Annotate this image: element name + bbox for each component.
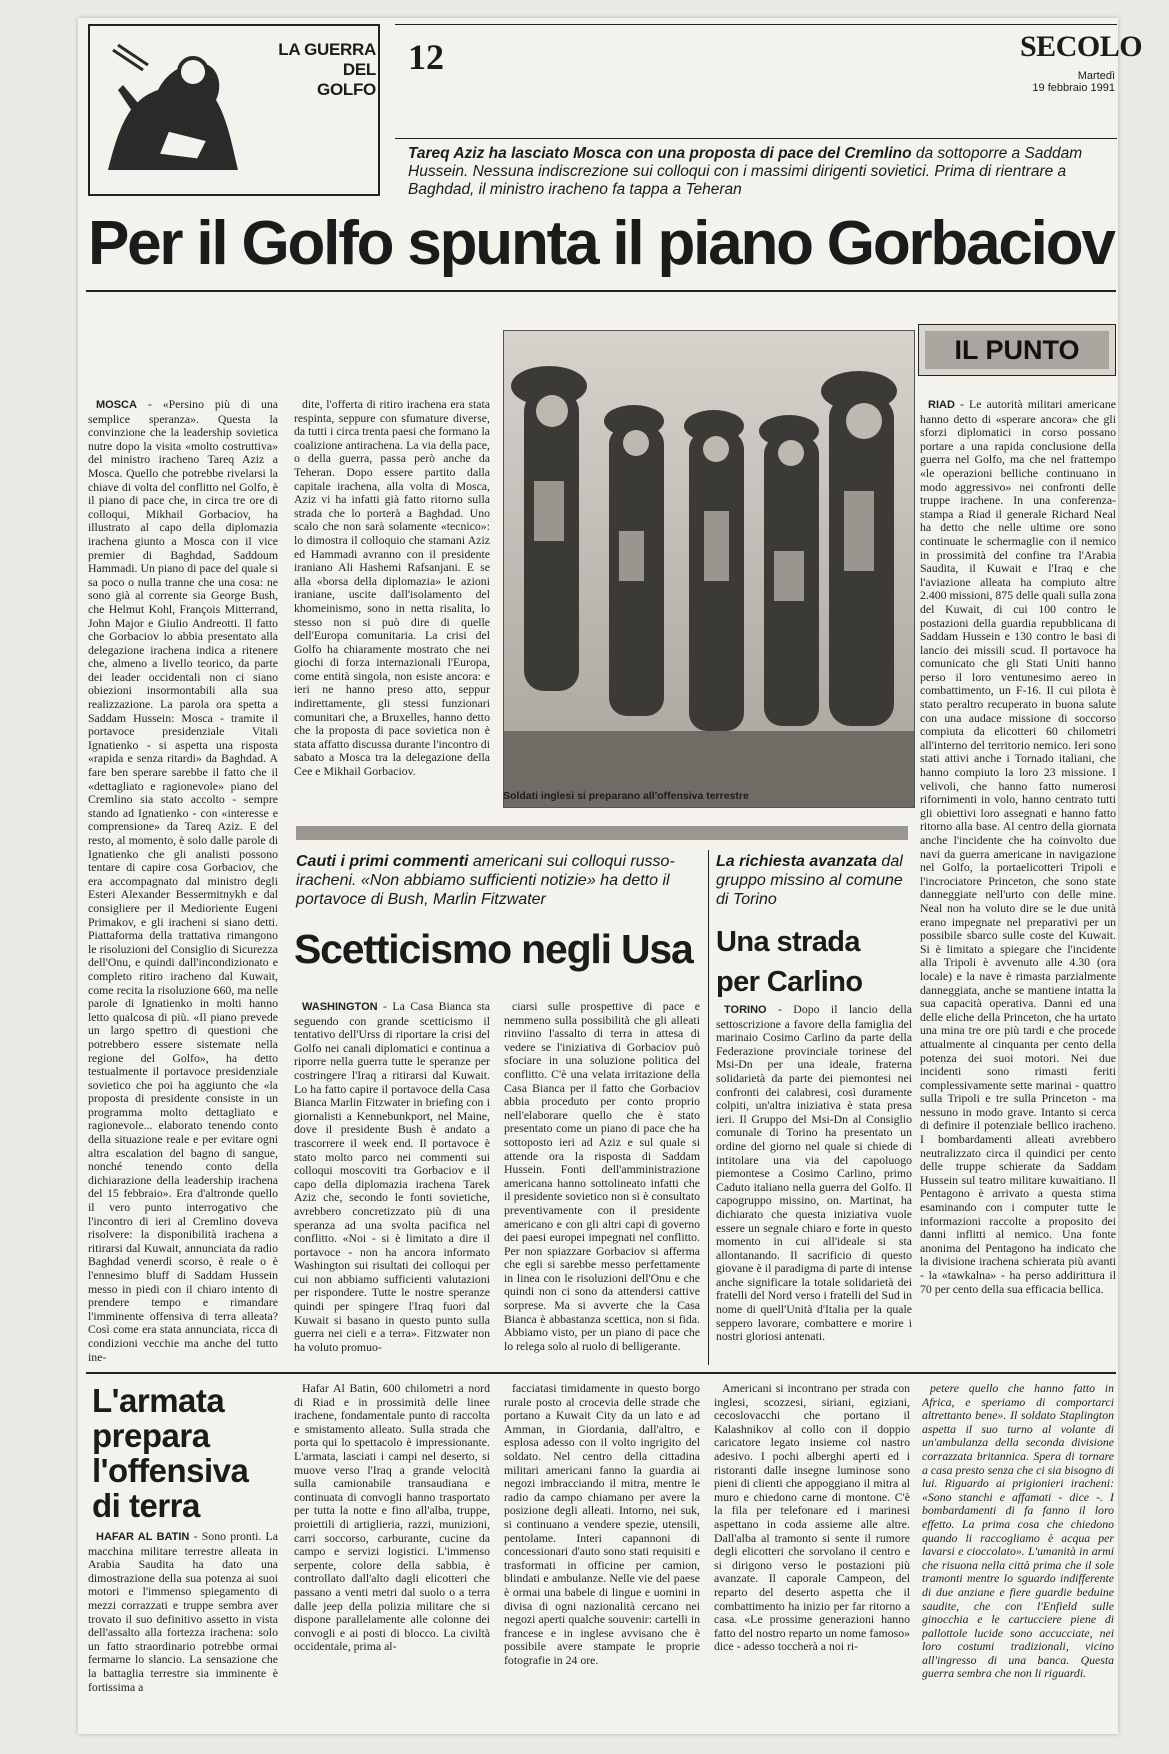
header-rule <box>395 24 1117 25</box>
date-full: 19 febbraio 1991 <box>1032 82 1115 94</box>
armata-text: facciatasi timidamente in questo borgo rurale posto al crocevia delle strade che portano a Kuwait City da un lato e ad Amman, in Giordania, dall'altro, e esplosa adesso con il volto ingrigito del soldato. Nel centro della cittadina militari americani fanno la guardia ai negozi imbracciando il mitra, mentre le radio da campo chiamano per avere la posizione degli alleati. Intorno, nei suk, si continuano a vendere spezie, utensili, pentolame. Interi capannoni di concessionari d'auto sono stati requisiti e trasformati in officine per camion, blindati e ambulanze. Nelle vie del paese è ormai una babele di lingue e uomini in divisa di ogni nazionalità cercano nei negozi aperti qualche souvenir: cartelli in francese e in inglese avvisano che è possibile avere stampate le proprie fotografie in 24 ore. <box>504 1382 700 1667</box>
soldier-illustration-icon <box>98 30 248 180</box>
scetticismo-text: ciarsi sulle prospettive di pace e nemmeno sulla possibilità che gli alleati rinviino l'assalto di terra in attesa di vedere se l'iniziativa di Gorbaciov può sfociare in una soluzione politica del conflitto. C'è una velata irritazione della Casa Bianca per il fatto che Gorbaciov abbia proceduto per conto proprio nell'elaborare quello che è stato presentato come un piano di pace che ha sottoposto ieri ad Aziz e sul quale si attende ora la risposta di Saddam Hussein. Fonti dell'amministrazione americana hanno sottolineato infatti che il presidente sovietico non si è consultato preventivamente con il presidente americano e con gli altri capi di governo dei paesi europei impegnati nel conflitto. Per non spiazzare Gorbaciov si afferma che egli si sarebbe messo perfettamente in linea con le risoluzioni dell'Onu e che quindi non ci sono da attendersi cattive sorprese. Ma si avverte che la Casa Bianca è abbastanza scettica, non si fida. Abbiamo visto, per un piano di pace che lo relega solo al ruolo di belligerante. <box>504 1000 700 1353</box>
armata-headline-line: L'armata <box>92 1382 225 1419</box>
dateline-lead: WASHINGTON <box>302 1001 378 1013</box>
scetticismo-text: - La Casa Bianca sta seguendo con grande scetticismo il tentativo dell'Urss di riportare la crisi del Golfo nei canali diplomatici e continua a riporre nella guerra tutte le speranze per costringere l'Iraq a ritirarsi dal Kuwait. Lo ha fatto capire il portavoce della Casa Bianca Marlin Fitzwater in briefing con i giornalisti a Kennebunkport, nel Maine, dove il presidente Bush è andato a trascorrere il week end. Il portavoce è stato molto parco nei commenti sui colloqui moscoviti tra Gorbaciov e il capo della diplomazia irachena Tarek Aziz che, secondo le fonti sovietiche, avrebbero concretizzato più di una speranza ad una svolta pacifica nel conflitto. «Noi - si è limitato a dire il portavoce - non ha ancora informato Washington sui risultati dei colloqui per cui non abbiamo sufficienti valutazioni per rispondere. Tutte le nostre speranze quindi per spingere l'Iraq fuori dal Kuwait si basano in questo punto sulla guerra nei cieli e a terra». Fitzwater non ha voluto promuo- <box>294 1000 490 1354</box>
dateline-lead: RIAD <box>928 399 955 411</box>
dateline-lead: HAFAR AL BATIN <box>96 1531 190 1543</box>
carlino-body: - Dopo il lancio della settoscrizione a favore della famiglia del marinaio Cosimo Carlino da parte della Federazione provinciale torinese del Msi-Dn per una ideale, fraterna solidarietà da parte dei piemontesi nei confronti dei calabresi, così duramente colpiti, un'altra iniziativa è stata presa ieri. Il Gruppo del Msi-Dn al Consiglio comunale di Torino ha presentato un ordine del giorno nel quale si chiede di intitolare una via del capoluogo piemontese a Cosimo Carlino, primo Caduto italiano nella guerra del Golfo. Il capogruppo missino, on. Martinat, ha dichiarato che questa iniziativa vuole essere un segnale chiaro e forte in questo momento in cui all'ideale si sta allontanando. Il sacrificio di questo giovane è il paradigma di parte di intense anche significare la totale solidarietà dei fratelli del Nord verso i fratelli del Sud in nome di quell'Unità d'Italia per la quale seppero lavorare, combattere e morire i nostri gloriosi antenati. <box>716 1003 912 1344</box>
summary-rest: da sottoporre a Saddam Hussein. Nessuna indiscrezione sui colloqui con i massimi dirigenti sovietici. Prima di rientrare a Baghdad, il ministro iracheno fa tappa a Teheran <box>408 145 1083 198</box>
article-summary <box>408 145 1098 199</box>
armata-col2 <box>294 1382 490 1726</box>
armata-headline <box>92 1383 287 1523</box>
masthead: SECOLO <box>1020 30 1143 63</box>
bottom-section-rule <box>86 1372 1116 1374</box>
section-label-line: LA GUERRA <box>278 40 376 59</box>
il-punto-text <box>920 398 1116 1364</box>
carlino-kicker <box>716 852 912 909</box>
soldiers-photo <box>503 330 915 808</box>
page-number: 12 <box>408 37 444 77</box>
column-rule <box>708 850 709 1365</box>
carlino-text <box>716 1003 912 1364</box>
scetticismo-col1 <box>294 1000 490 1364</box>
main-article-text: - «Persino più di una semplice speranza». Questa la convinzione che la leadership sovietica nutre dopo la visita «molto costruttiva» del ministro iracheno Tareq Aziz a Mosca. Quello che potrebbe rivelarsi la chiave di volta del conflitto nel Golfo, è il piano di pace che, in circa tre ore di colloqui, Mikhail Gorbaciov, ha illustrato al capo della diplomazia irachena giunto a Mosca con il vice premier di Baghdad, Saddoum Hammadi. Un piano di pace del quale si sa poco o nulla tranne che una cosa: ne sono già al corrente sia George Bush, che Helmut Kohl, François Mitterrand, John Major e Giulio Andreotti. Il fatto che Gorbaciov lo abbia presentato alla delegazione irachena indica a ritenere che, almeno a livello teorico, da parte dei leader occidentali non ci siano obiezioni insormontabili alla sua realizzazione. La parola ora spetta a Saddam Hussein: Mosca - tramite il portavoce presidenziale Vitali Ignatienko - si aspetta una risposta «rapida e senza ritardi» da Baghdad. A fare ben sperare sarebbe il fatto che il «dettagliato e ragionevole» piano del Cremlino sia stato accolto - sempre stando ad Ignatienko - con «interesse e comprensione» da Tareq Aziz. E del resto, al momento, è solo dalle parole di Ignatienko che gli analisti possono tentare di capire cosa Gorbaciov, che era accompagnato dal ministro degli Esteri Alexander Bessermitnykh e dal consigliere per il Medioriente Eugeni Primakov, e gli iracheni si siano detti. Piattaforma della trattativa rimangono le risoluzioni del Consiglio di Sicurezza dell'Onu, e quindi dall'incondizionato e completo ritiro iracheno dal Kuwait, come recita la risoluzione 660, ma nelle parole di Ignatienko in molti hanno letto qualcosa di più. «Il piano prevede un largo spettro di questioni che potrebbero essere sistemate nella regione del Golfo», ha detto testualmente il portavoce presidenziale sovietico che poi ha aggiunto che «la proposta di presidente consiste in un programma molto dettagliato e ragionevole... elaborato tenendo conto della situazione reale e per evitare ogni altra escalation del bagno di sangue, nonché tenendo conto della dichiarazione della leadership irachena del 15 febbraio». Era d'altronde quello il vero punto interrogativo che l'incontro di ieri al Cremlino doveva risolvere: la disponibilità irachena a ritirarsi dal Kuwait, annunciata da radio Baghdad venerdì scorso, è reale o è l'ennesimo bluff di Saddam Hussein messo in piedi con il chiaro intento di prendere tempo e rimandare l'imminente offensiva di terra alleata? Così come era stata annunciata, ricca di condizioni vecchie ma anche del tutto ine- <box>88 398 278 1364</box>
armata-text: - Sono pronti. La macchina militare terrestre alleata in Arabia Saudita ha dato una dimostrazione della sua potenza ai suoi motori e l'immenso spiegamento di mezzi corrazzati e truppe sembra aver trovato il suo definitivo assetto in vista dell'assalto alla fortezza irachena: solo un fatto straordinario potrebbe ormai fermarne lo slancio. La sensazione che la battaglia terrestre sia imminente è fortissima a <box>88 1530 278 1694</box>
summary-bold: Tareq Aziz ha lasciato Mosca con una proposta di pace del Cremlino <box>408 145 912 162</box>
kicker-bold: La richiesta avanzata <box>716 853 877 870</box>
dateline <box>1000 70 1115 94</box>
main-article-col1 <box>88 398 278 1364</box>
dateline-lead: TORINO <box>724 1004 767 1016</box>
armata-headline-line: l'offensiva <box>92 1452 249 1489</box>
main-headline: Per il Golfo spunta il piano Gorbaciov <box>88 209 1114 278</box>
armata-text: Hafar Al Batin, 600 chilometri a nord di Riad e in prossimità delle linee irachene, fondamentale punto di raccolta e smistamento alleato. Sulla strada che porta qui lo spettacolo è impressionante. L'armata, lasciati i campi nel deserto, si muove verso l'Iraq a grande velocità sulla camionabile transaudiana e continuata di convogli hanno trasportato per tutta la notte e fino all'alba, truppe, proiettili di artiglieria, razzi, munizioni, carri soccorso, carburante, cucine da campo e servizi logistici. L'immenso serpente, colore della sabbia, è controllato dall'alto dagli elicotteri che passano a venti metri dal suolo o a terra dalle jeep della polizia militare che si dispone parallelamente alle colonne dei convogli e ai posti di blocco. La civiltà occidentale, prima al- <box>294 1382 490 1654</box>
soldiers-photo-icon <box>504 331 914 807</box>
armata-col4 <box>714 1382 910 1726</box>
kicker-rest: americani sui colloqui russo-iracheni. «Non abbiamo sufficienti notizie» ha detto il portavoce di Bush, Marlin Fitzwater <box>296 853 675 908</box>
armata-col5 <box>922 1382 1114 1726</box>
dateline-lead: MOSCA <box>96 399 137 411</box>
main-article-col2 <box>294 398 490 818</box>
summary-rule <box>395 138 1117 139</box>
il-punto-box <box>918 324 1116 376</box>
kicker-rest: dal gruppo missino al comune di Torino <box>716 853 903 908</box>
armata-col1 <box>88 1530 278 1726</box>
armata-col3 <box>504 1382 700 1726</box>
armata-text: petere quello che hanno fatto in Africa, e speriamo di comportarci altrettanto bene». Il soldato Staplington aspetta il suo turno al volante di un'ambulanza della seconda divisione corrazzata britannica. Spera di tornare a casa presto senza che ci sia bisogno di lui. Riguardo ai prigionieri iracheni: «Sono stanchi e affamati - dice -. I bombardamenti di fa fanno il loro effetto. La prima cosa che chiedono quando li raccogliamo è acqua per lavarsi e cioccolato». L'umanità in armi che risuona nella città prima che il sole tramonti mentre lo sguardo indifferente di due anziane e fiere guardie beduine saudite, che con l'Enfield sulle ginocchia e le cartucciere piene di pallottole lucide sono accucciate, nei loro costumi tradizionali, vicino all'ingresso di una banca. Questa guerra sembra che non li riguardi. <box>922 1382 1114 1681</box>
armata-text: Americani si incontrano per strada con inglesi, scozzesi, siriani, egiziani, cecoslovacchi che portano il Kalashnikov al collo con il doppio caricatore legato insieme col nastro adesivo. I pochi alberghi aperti ed i ristoranti dalle insegne luminose sono pieni di clienti che appoggiano il mitra al muro e chiedono carne di montone. C'è la fila per telefonare ed i marinesi aspettano in coda assieme alle altre. Dall'alba al tramonto si sente il rumore degli elicotteri che sorvolano il centro e si dirigono verso le postazioni più avanzate. Il caporale Campeon, del reparto del deserto aspetta che il combattimento ha inizio per far ritorno a casa. «Le prossime generazioni hanno fatto del nostro reparto un nome famoso» dice - adesso toccherà a noi ri- <box>714 1382 910 1654</box>
section-label-line: DEL <box>342 60 376 79</box>
scetticismo-headline: Scetticismo negli Usa <box>294 926 693 972</box>
carlino-headline-line: per Carlino <box>716 966 863 998</box>
il-punto-body: - Le autorità militari americane hanno detto di «sperare ancora» che gli sforzi diplomatici in corso possano portare a una rapida conclusione della guerra nel Golfo, ma che nel frattempo «le operazioni belliche continuano in modo aggressivo» nei confronti delle truppe irachene. In una conferenza-stampa a Riad il generale Richard Neal ha detto che nelle ultime ore sono continuate le schermaglie con il nemico in prossimità del confine tra l'Arabia Saudita, il Kuwait e l'Iraq e che l'aviazione alleata ha compiuto altre 2.400 missioni, 875 delle quali sulla zona del Kuwait, di cui 100 contro le postazioni della guardia repubblicana di Saddam Hussein e 130 contro le basi di lancio dei missili scud. Il portavoce ha comunicato che gli Stati Uniti hanno perso il loro ventunesimo aereo in combattimento, un F-16. Il cui pilota è stato peraltro recuperato in buona salute con una audace missione di soccorso compiuta da elicotteri 60 chilometri all'interno del territorio nemico. Ieri sono stati attivi anche i Tornado italiani, che hanno compiuto la loro 23 missione. I velivoli, che hanno fatto numerosi rifornimenti in volo, hanno centrato tutti gli obiettivi loro assegnati e hanno fatto ritorno alla base. Al centro della giornata anche l'incidente che ha coinvolto due navi da guerra americane in navigazione nel Golfo, la portaelicotteri Tripoli e l'incrociatore Princeton, che sono state danneggiate nell'urto con delle mine. Neal non ha voluto dire se le due unità erano impegnate nel preparativi per un possibile sbarco sulle coste del Kuwait. Si è limitato a spiegare che l'incidente alla Tripoli è avvenuto alle 4.30 (ora locale) e la nave è rimasta parzialmente danneggiata, anche se mantiene intatta la sua capacità operativa. Danni ed una delle eliche della Princeton, che ha urtato una mina tre ore più tardi e che procede attualmente al cinquanta per cento della potenza dei suoi motori. Nei due incidenti sono rimasti feriti complessivamente sette marinai - quattro sulla Tripoli e tre sulla Princeton - ma nessuno in modo grave. Intanto si cerca di definire il potenziale bellico iracheno. I bombardamenti alleati avrebbero neutralizzato circa il quindici per cento delle truppe schierate da Saddam Hussein sul teatro militare kuwaitiano. Il Pentagono è arrivato a questa stima esaminando con i computer tutte le informazioni raccolte a proposito dei danni inflitti al nemico. Una fonte anonima del Pentagono ha indicato che la divisione irachena schierata più avanti - la «tawkalna» - ha perso addirittura il 70 per cento della sua efficacia bellica. <box>920 398 1116 1296</box>
armata-headline-line: prepara <box>92 1417 210 1454</box>
il-punto-title: IL PUNTO <box>925 331 1109 369</box>
main-article-text: dite, l'offerta di ritiro irachena era stata respinta, seppure con sfumature diverse, da tutti i circa trenta paesi che formano la coalizione antirachena. La via della pace, o della guerra, passa però anche da Teheran. Dopo essere partito dalla capitale irachena, alla volta di Mosca, Aziz vi ha infatti già fatto ritorno sulla strada che lo porterà a Baghdad. Uno scalo che non sarà solamente «tecnico»: lo dimostra il colloquio che stamani Aziz ed Hammadi avranno con il presidente iraniano Ali Hashemi Rafsanjani. E se alla «borsa della diplomazia» le azioni iraniane, uscite dall'isolamento del khomeinismo, sono in netta risalita, lo stesso non si può dire di quelle dell'Europa comunitaria. La crisi del Golfo ha chiaramente mostrato che nei giochi di forza internazionali l'Europa, come entità singola, non esiste ancora: e ieri ne hanno preso atto, seppur indirettamente, gli stessi funzionari comunitari che, a Bruxelles, hanno detto che la proposta di pace sovietica non è stata affatto discussa durante l'incontro di sabato a Mosca tra la delegazione della Cee e Mikhail Gorbaciov. <box>294 398 490 779</box>
section-label <box>250 40 376 100</box>
date-weekday: Martedì <box>1077 70 1115 82</box>
armata-headline-line: di terra <box>92 1487 200 1524</box>
kicker-bold: Cauti i primi commenti <box>296 853 469 870</box>
section-label-line: GOLFO <box>317 80 376 99</box>
carlino-headline-line: Una strada <box>716 926 860 958</box>
carlino-headline <box>716 922 912 1002</box>
scetticismo-kicker <box>296 852 696 909</box>
photo-caption: Soldati inglesi si preparano all'offensiva terrestre <box>503 790 749 802</box>
headline-rule <box>86 290 1116 292</box>
separator-bar <box>296 826 908 840</box>
scetticismo-col2 <box>504 1000 700 1364</box>
